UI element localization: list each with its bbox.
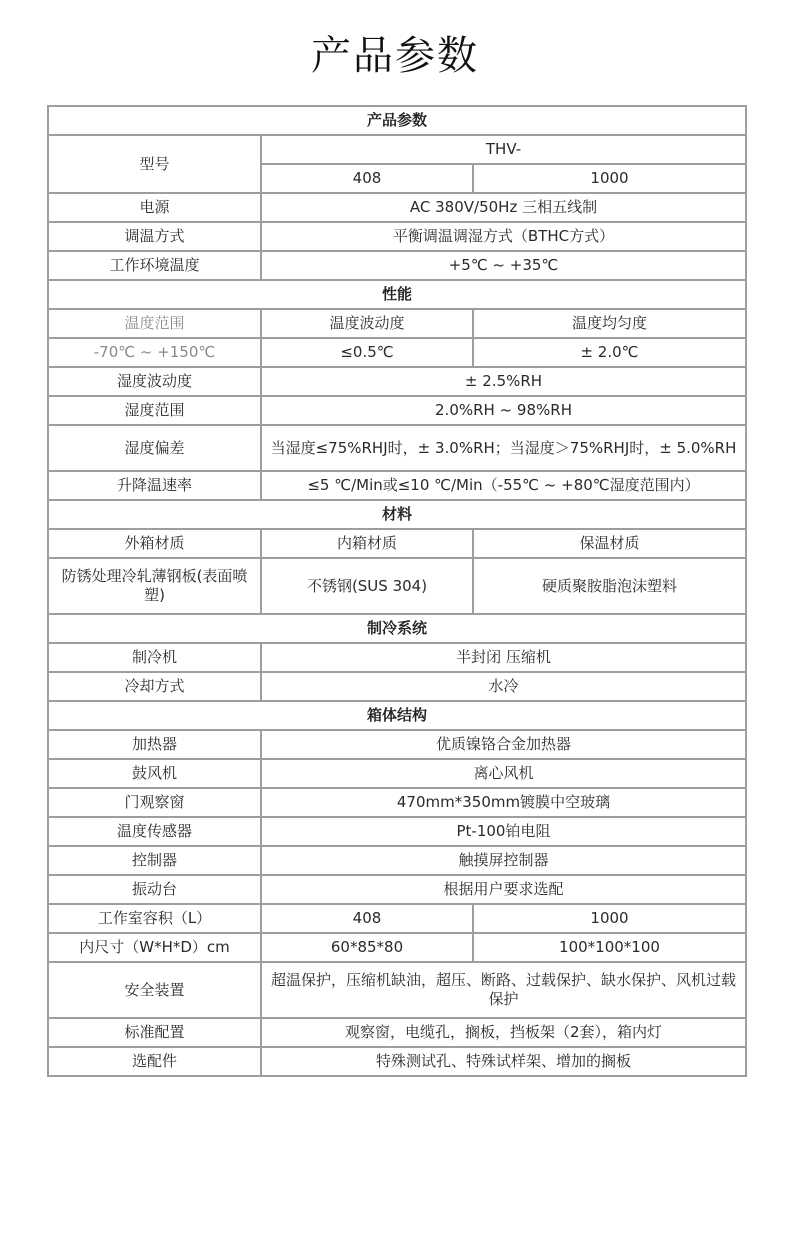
row-value: AC 380V/50Hz 三相五线制 xyxy=(261,193,746,222)
row-value: 当湿度≤75%RHJ时，± 3.0%RH；当湿度＞75%RHJ时，± 5.0%RH xyxy=(261,425,746,471)
row-label: 工作环境温度 xyxy=(48,251,261,280)
row-value: 观察窗，电缆孔，搁板，挡板架（2套），箱内灯 xyxy=(261,1018,746,1047)
cell-value: 硬质聚胺脂泡沫塑料 xyxy=(473,558,746,614)
row-label: 制冷机 xyxy=(48,643,261,672)
row-value: 根据用户要求选配 xyxy=(261,875,746,904)
cell-value: 防锈处理冷轧薄钢板(表面喷塑) xyxy=(48,558,261,614)
table-row xyxy=(48,222,746,251)
column-header: 温度波动度 xyxy=(261,309,473,338)
column-header: 保温材质 xyxy=(473,529,746,558)
table-row xyxy=(48,251,746,280)
row-value: Pt-100铂电阻 xyxy=(261,817,746,846)
table-row xyxy=(48,672,746,701)
row-label: 工作室容积（L） xyxy=(48,904,261,933)
row-label: 加热器 xyxy=(48,730,261,759)
section-header-performance: 性能 xyxy=(48,280,746,309)
column-header: 外箱材质 xyxy=(48,529,261,558)
row-label: 门观察窗 xyxy=(48,788,261,817)
model-variant: 408 xyxy=(261,164,473,193)
row-value: 超温保护，压缩机缺油，超压、断路、过载保护、缺水保护、风机过载保护 xyxy=(261,962,746,1018)
table-row xyxy=(48,309,746,338)
row-value: 半封闭 压缩机 xyxy=(261,643,746,672)
row-label: 振动台 xyxy=(48,875,261,904)
table-row xyxy=(48,367,746,396)
page-title: 产品参数 xyxy=(311,33,479,79)
table-row xyxy=(48,193,746,222)
table-row xyxy=(48,135,746,164)
row-label: 安全装置 xyxy=(48,962,261,1018)
column-header: 内箱材质 xyxy=(261,529,473,558)
cell-value: ≤0.5℃ xyxy=(261,338,473,367)
row-label: 鼓风机 xyxy=(48,759,261,788)
row-value: 水冷 xyxy=(261,672,746,701)
table-row xyxy=(48,529,746,558)
table-row xyxy=(48,471,746,500)
section-row xyxy=(48,280,746,309)
row-label: 升降温速率 xyxy=(48,471,261,500)
column-header: 温度均匀度 xyxy=(473,309,746,338)
row-value: 2.0%RH ~ 98%RH xyxy=(261,396,746,425)
row-label: 湿度范围 xyxy=(48,396,261,425)
cell-value: 不锈钢(SUS 304) xyxy=(261,558,473,614)
model-prefix: THV- xyxy=(261,135,746,164)
table-row xyxy=(48,846,746,875)
spec-table xyxy=(47,105,747,1077)
row-label: 冷却方式 xyxy=(48,672,261,701)
section-row xyxy=(48,614,746,643)
row-label: 调温方式 xyxy=(48,222,261,251)
column-header: 温度范围 xyxy=(48,309,261,338)
table-row xyxy=(48,962,746,1018)
table-row xyxy=(48,730,746,759)
section-row xyxy=(48,106,746,135)
row-value: 470mm*350mm镀膜中空玻璃 xyxy=(261,788,746,817)
model-variant: 1000 xyxy=(473,164,746,193)
model-label: 型号 xyxy=(48,135,261,193)
cell-value: 100*100*100 xyxy=(473,933,746,962)
table-row xyxy=(48,933,746,962)
row-label: 内尺寸（W*H*D）cm xyxy=(48,933,261,962)
table-row xyxy=(48,1018,746,1047)
section-row xyxy=(48,500,746,529)
row-label: 控制器 xyxy=(48,846,261,875)
table-row xyxy=(48,817,746,846)
table-row xyxy=(48,1047,746,1076)
row-value: ± 2.5%RH xyxy=(261,367,746,396)
row-label: 电源 xyxy=(48,193,261,222)
row-value: 特殊测试孔、特殊试样架、增加的搁板 xyxy=(261,1047,746,1076)
cell-value: ± 2.0℃ xyxy=(473,338,746,367)
section-row xyxy=(48,701,746,730)
cell-value: 1000 xyxy=(473,904,746,933)
section-header-materials: 材料 xyxy=(48,500,746,529)
row-label: 湿度偏差 xyxy=(48,425,261,471)
row-value: 离心风机 xyxy=(261,759,746,788)
table-row xyxy=(48,875,746,904)
row-value: 优质镍铬合金加热器 xyxy=(261,730,746,759)
row-value: 平衡调温调湿方式（BTHC方式） xyxy=(261,222,746,251)
cell-value: -70℃ ~ +150℃ xyxy=(48,338,261,367)
cell-value: 60*85*80 xyxy=(261,933,473,962)
cell-value: 408 xyxy=(261,904,473,933)
row-label: 选配件 xyxy=(48,1047,261,1076)
table-row xyxy=(48,904,746,933)
table-row xyxy=(48,396,746,425)
row-value: +5℃ ~ +35℃ xyxy=(261,251,746,280)
table-row xyxy=(48,425,746,471)
table-row xyxy=(48,643,746,672)
row-label: 标准配置 xyxy=(48,1018,261,1047)
table-row xyxy=(48,558,746,614)
row-value: 触摸屏控制器 xyxy=(261,846,746,875)
row-label: 温度传感器 xyxy=(48,817,261,846)
table-row xyxy=(48,338,746,367)
table-row xyxy=(48,788,746,817)
section-header-structure: 箱体结构 xyxy=(48,701,746,730)
table-row xyxy=(48,759,746,788)
section-header-refrigeration: 制冷系统 xyxy=(48,614,746,643)
row-value: ≤5 ℃/Min或≤10 ℃/Min（-55℃ ~ +80℃湿度范围内） xyxy=(261,471,746,500)
row-label: 湿度波动度 xyxy=(48,367,261,396)
section-header-product-params: 产品参数 xyxy=(48,106,746,135)
